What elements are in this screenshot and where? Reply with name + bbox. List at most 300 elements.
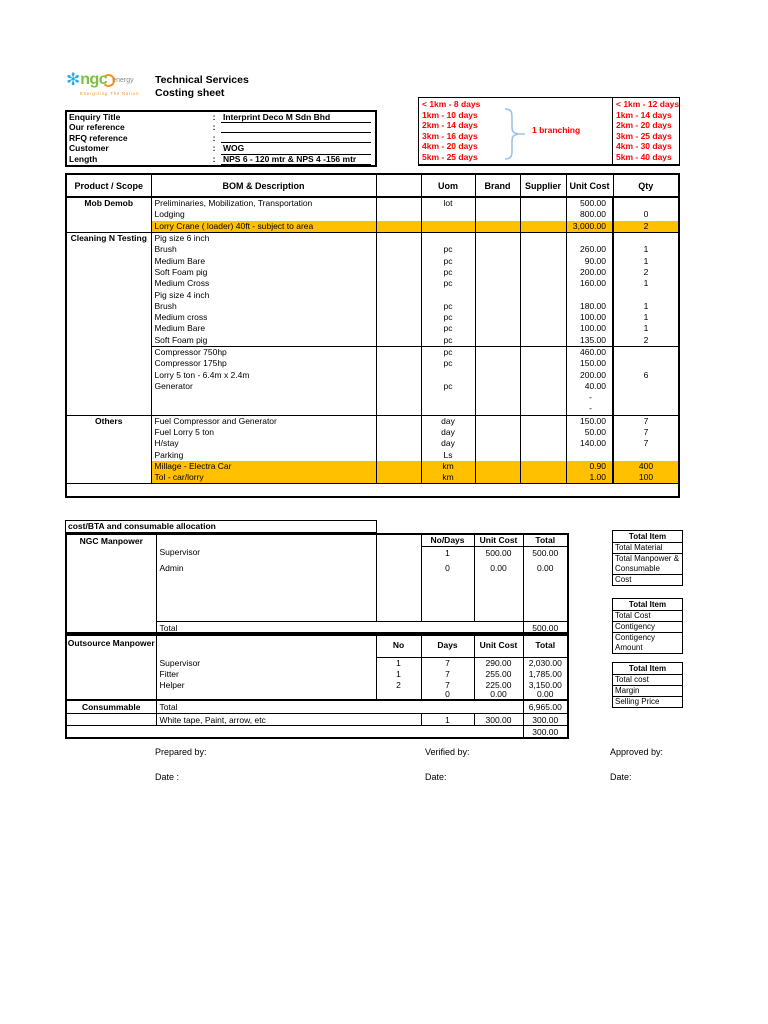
col-header-bom-description: BOM & Description — [151, 174, 376, 197]
cell-brand — [475, 278, 520, 289]
enquiry-label: Our reference — [69, 122, 125, 133]
cell-blank — [376, 403, 421, 415]
cell-uom: day — [421, 427, 475, 438]
cell-desc: Soft Foam pig — [151, 335, 376, 347]
cell-qty: 1 — [421, 714, 474, 726]
cell-brand — [475, 221, 520, 233]
signoff-date-label: Date : — [155, 772, 180, 782]
col-header-total: Total — [523, 534, 568, 546]
col-header-supplier: Supplier — [520, 174, 566, 197]
enquiry-colon: : — [212, 153, 216, 164]
cell-brand — [475, 403, 520, 415]
cell-supplier — [520, 312, 566, 323]
enquiry-value: Interprint Deco M Sdn Bhd — [221, 112, 371, 123]
cell-uom: pc — [421, 278, 475, 289]
enquiry-info-box — [65, 110, 377, 167]
cell-brand — [475, 301, 520, 312]
cell-qty — [613, 232, 679, 244]
cell-desc: Lorry Crane ( loader) 40ft - subject to area — [151, 221, 376, 233]
cell-blank — [376, 562, 421, 578]
cell-supplier — [520, 461, 566, 472]
summary-box-row: Contigency Amount — [615, 633, 656, 652]
cell-unit-cost — [566, 450, 613, 461]
cell-supplier — [520, 301, 566, 312]
cell-blank — [376, 209, 421, 220]
cell-desc: Medium Bare — [151, 323, 376, 334]
cell-unit-cost: - — [566, 392, 613, 403]
cell-scope — [66, 255, 151, 266]
cell-supplier — [520, 392, 566, 403]
cell-blank — [156, 534, 376, 546]
empty-footer-row — [66, 484, 679, 498]
cell-qty — [613, 403, 679, 415]
cell-supplier — [520, 209, 566, 220]
duration-item: 4km - 30 days — [616, 141, 672, 152]
enquiry-colon: : — [212, 122, 216, 133]
cell-unit-cost: 100.00 — [566, 312, 613, 323]
cell-total: 1,785.00 — [528, 668, 562, 679]
cell-no: 2 — [376, 679, 421, 690]
cell-qty — [613, 392, 679, 403]
signoff-by-label: Approved by: — [610, 747, 664, 757]
enquiry-colon: : — [212, 132, 216, 143]
cell-supplier — [520, 415, 566, 427]
cell-no-days: 1 — [421, 546, 474, 562]
col-header-product-scope: Product / Scope — [66, 174, 151, 197]
col-header-unit-cost: Unit Cost — [474, 633, 523, 657]
summary-box — [612, 530, 683, 586]
cell-blank — [376, 427, 421, 438]
cell-unit-cost: 100.00 — [566, 323, 613, 334]
cell-blank — [376, 267, 421, 278]
cell-total-value: 500.00 — [523, 621, 568, 635]
cell-qty — [613, 381, 679, 392]
cell-unit-cost — [566, 289, 613, 300]
cell-supplier — [520, 221, 566, 233]
summary-box-header: Total Item — [613, 663, 682, 675]
cell-qty: 1 — [613, 323, 679, 334]
cell-qty — [613, 450, 679, 461]
cell-brand — [475, 244, 520, 255]
cell-desc: Admin — [156, 562, 376, 578]
cell-scope — [66, 346, 151, 358]
cell-scope — [66, 267, 151, 278]
cell-scope — [66, 381, 151, 392]
signoff-date-label: Date: — [425, 772, 447, 782]
cell-qty: 400 — [613, 461, 679, 472]
cell-blank — [376, 346, 421, 358]
duration-days-box — [418, 97, 680, 166]
cell-blank — [376, 232, 421, 244]
cell-blank — [376, 392, 421, 403]
col-header-unit-cost: Unit Cost — [474, 534, 523, 546]
summary-box-row: Total Material — [613, 543, 682, 554]
cell-total-label: Total — [156, 621, 523, 635]
duration-list-right — [616, 99, 679, 163]
cell-brand — [475, 438, 520, 449]
cell-unit-cost: 140.00 — [566, 438, 613, 449]
summary-box-row: Selling Price — [615, 697, 660, 706]
ngc-manpower-label: NGC Manpower — [66, 534, 156, 635]
enquiry-colon: : — [212, 143, 216, 154]
enquiry-value — [221, 122, 371, 132]
duration-item: 5km - 40 days — [616, 151, 672, 162]
cell-brand — [475, 289, 520, 300]
enquiry-label: Customer — [69, 143, 109, 154]
cell-blank — [376, 381, 421, 392]
grand-total-row — [66, 726, 568, 739]
cell-qty: 2 — [613, 221, 679, 233]
consummable-total-row — [66, 700, 568, 714]
cell-blank — [376, 472, 421, 484]
costing-row — [66, 244, 679, 255]
summary-box — [612, 598, 683, 654]
cell-days: 7 — [421, 679, 474, 690]
cell-days: 7 — [421, 668, 474, 679]
cell-blank — [376, 244, 421, 255]
enquiry-label: Length — [69, 153, 98, 164]
cell-scope — [66, 209, 151, 220]
cell-qty: 1 — [613, 255, 679, 266]
cell-supplier — [520, 323, 566, 334]
enquiry-value: NPS 6 - 120 mtr & NPS 4 -156 mtr — [221, 154, 371, 165]
cell-desc: Lodging — [151, 209, 376, 220]
logo-brand-text: ngc — [80, 71, 108, 88]
cell-grand-total: 300.00 — [523, 726, 568, 739]
outsource-manpower-label: Outsource Manpower — [66, 633, 156, 700]
consummable-item-row — [66, 714, 568, 726]
cell-scope: Cleaning N Testing — [66, 232, 151, 244]
cell-unit-cost: 255.00 — [474, 668, 523, 679]
cell-unit-cost: 180.00 — [566, 301, 613, 312]
cell-desc: Brush — [151, 301, 376, 312]
cell-desc — [156, 690, 376, 700]
cell-supplier — [520, 232, 566, 244]
cell-unit-cost: 1.00 — [566, 472, 613, 484]
costing-row — [66, 381, 679, 392]
enquiry-label: RFQ reference — [69, 132, 128, 143]
costing-row — [66, 415, 679, 427]
cell-qty: 1 — [613, 278, 679, 289]
costing-row — [66, 403, 679, 415]
cell-uom: day — [421, 438, 475, 449]
duration-item: < 1km - 8 days — [422, 99, 481, 109]
col-header-no: No — [376, 633, 421, 657]
cell-unit-cost: 90.00 — [566, 255, 613, 266]
cell-desc: Compressor 750hp — [151, 346, 376, 358]
cell-brand — [475, 415, 520, 427]
cell-blank — [156, 578, 376, 621]
cell-unit-cost: 40.00 — [566, 381, 613, 392]
cell-unit-cost: 500.00 — [566, 197, 613, 209]
col-header-uom: Uom — [421, 174, 475, 197]
duration-item: 5km - 25 days — [422, 151, 478, 162]
cell-uom: km — [421, 472, 475, 484]
cell-no-days: 0 — [421, 562, 474, 578]
cell-total-label: Total — [156, 700, 523, 714]
cell-desc: Helper — [156, 679, 376, 690]
cell-desc — [151, 403, 376, 415]
cell-unit-cost: 800.00 — [566, 209, 613, 220]
cell-brand — [475, 358, 520, 369]
cell-unit-cost: 160.00 — [566, 278, 613, 289]
duration-item: 4km - 20 days — [422, 141, 478, 152]
cell-brand — [475, 461, 520, 472]
cell-scope — [66, 244, 151, 255]
cell-desc: Medium Cross — [151, 278, 376, 289]
cell-supplier — [520, 438, 566, 449]
cell-total: 0.00 — [536, 563, 554, 573]
costing-row — [66, 346, 679, 358]
cell-days: 7 — [421, 657, 474, 668]
cell-brand — [475, 450, 520, 461]
summary-box-row: Total Cost — [613, 611, 682, 622]
outsource-header-row — [66, 633, 568, 657]
cell-unit-cost — [566, 232, 613, 244]
cell-desc: Supervisor — [156, 546, 376, 562]
cell-blank — [523, 578, 568, 621]
cell-desc: Parking — [151, 450, 376, 461]
costing-row — [66, 472, 679, 484]
cell-days: 0 — [421, 690, 474, 700]
cell-blank — [376, 323, 421, 334]
cell-unit-cost: 50.00 — [566, 427, 613, 438]
cell-supplier — [520, 335, 566, 347]
costing-row — [66, 289, 679, 300]
enquiry-value: WOG — [221, 143, 371, 154]
cell-total: 2,030.00 — [528, 657, 562, 668]
cell-supplier — [520, 381, 566, 392]
cell-blank — [376, 289, 421, 300]
cell-blank — [376, 369, 421, 380]
cell-scope — [66, 312, 151, 323]
costing-row — [66, 369, 679, 380]
costing-row — [66, 312, 679, 323]
cell-blank — [376, 312, 421, 323]
cell-qty: 7 — [613, 427, 679, 438]
cell-scope: Others — [66, 415, 151, 427]
cell-desc — [151, 392, 376, 403]
costing-row — [66, 267, 679, 278]
cell-blank — [66, 484, 679, 498]
cell-blank — [376, 278, 421, 289]
cell-brand — [475, 346, 520, 358]
cell-desc: Pig size 4 inch — [151, 289, 376, 300]
cell-brand — [475, 392, 520, 403]
cell-blank — [66, 726, 523, 739]
enquiry-row — [67, 122, 375, 132]
cell-supplier — [520, 289, 566, 300]
cell-desc: Supervisor — [156, 657, 376, 668]
cell-uom: Ls — [421, 450, 475, 461]
costing-row — [66, 232, 679, 244]
cell-desc: Tol - car/lorry — [151, 472, 376, 484]
page-title: Technical Services — [155, 74, 249, 86]
cell-uom — [421, 369, 475, 380]
ngc-header-row — [66, 534, 568, 546]
cell-unit-cost: 200.00 — [566, 267, 613, 278]
cell-scope — [66, 392, 151, 403]
allocation-title-box: cost/BTA and consumable allocation — [65, 520, 377, 533]
brace-icon — [503, 108, 525, 160]
col-header-no-days: No/Days — [421, 534, 474, 546]
cell-scope — [66, 335, 151, 347]
cell-desc: Soft Foam pig — [151, 267, 376, 278]
cell-blank — [474, 578, 523, 621]
cell-unit-cost: 200.00 — [566, 369, 613, 380]
cell-uom: pc — [421, 312, 475, 323]
cell-uom: pc — [421, 244, 475, 255]
cell-total: 300.00 — [523, 714, 568, 726]
cell-desc: Medium Bare — [151, 255, 376, 266]
costing-table — [65, 173, 680, 498]
cell-supplier — [520, 197, 566, 209]
cell-qty: 2 — [613, 267, 679, 278]
cell-blank — [376, 546, 421, 562]
cell-scope — [66, 450, 151, 461]
cell-brand — [475, 209, 520, 220]
enquiry-value — [221, 133, 371, 143]
cell-desc: Compressor 175hp — [151, 358, 376, 369]
cell-qty: 1 — [613, 312, 679, 323]
cell-blank — [376, 358, 421, 369]
duration-box-divider — [612, 98, 613, 164]
cell-supplier — [520, 346, 566, 358]
signoff-by-label: Prepared by: — [155, 747, 207, 757]
cell-qty: 2 — [613, 335, 679, 347]
costing-row — [66, 301, 679, 312]
cell-qty: 1 — [613, 244, 679, 255]
cell-unit-cost: 3,000.00 — [566, 221, 613, 233]
cell-supplier — [520, 450, 566, 461]
cell-qty: 7 — [613, 415, 679, 427]
cell-uom — [421, 232, 475, 244]
cell-uom — [421, 289, 475, 300]
cell-desc: Medium cross — [151, 312, 376, 323]
cell-desc: Brush — [151, 244, 376, 255]
cell-desc: Pig size 6 inch — [151, 232, 376, 244]
logo-tagline: Energizing The Nation — [80, 91, 140, 96]
outsource-manpower-table — [65, 632, 569, 739]
costing-row — [66, 221, 679, 233]
costing-row — [66, 197, 679, 209]
cell-qty — [613, 358, 679, 369]
cell-qty — [613, 197, 679, 209]
enquiry-colon: : — [212, 112, 216, 122]
cell-uom: pc — [421, 301, 475, 312]
cell-uom: pc — [421, 323, 475, 334]
cell-qty: 1 — [613, 301, 679, 312]
costing-row — [66, 438, 679, 449]
cell-brand — [475, 197, 520, 209]
cell-desc: White tape, Paint, arrow, etc — [156, 714, 421, 726]
company-logo — [66, 70, 156, 110]
cell-uom: pc — [421, 255, 475, 266]
cell-brand — [475, 255, 520, 266]
cell-supplier — [520, 403, 566, 415]
cell-supplier — [520, 267, 566, 278]
cell-blank — [66, 714, 156, 726]
duration-item: < 1km - 12 days — [616, 99, 680, 109]
summary-box-header: Total Item — [613, 531, 682, 543]
duration-item: 2km - 14 days — [422, 120, 478, 131]
cell-scope: Mob Demob — [66, 197, 151, 209]
cell-uom: pc — [421, 381, 475, 392]
cell-desc: H/stay — [151, 438, 376, 449]
cell-blank — [376, 335, 421, 347]
cell-total: 3,150.00 — [528, 679, 562, 690]
cell-qty: 7 — [613, 438, 679, 449]
costing-row — [66, 358, 679, 369]
costing-row — [66, 461, 679, 472]
cell-brand — [475, 312, 520, 323]
cell-scope — [66, 323, 151, 334]
cell-blank — [376, 255, 421, 266]
page-subtitle: Costing sheet — [155, 87, 225, 99]
cell-desc: Fitter — [156, 668, 376, 679]
cell-unit-cost: 150.00 — [566, 358, 613, 369]
enquiry-row — [67, 133, 375, 143]
summary-box-row: Cost — [615, 575, 632, 584]
costing-row — [66, 323, 679, 334]
cell-desc: Preliminaries, Mobilization, Transportation — [151, 197, 376, 209]
cell-qty — [613, 289, 679, 300]
cell-unit-cost: 0.90 — [566, 461, 613, 472]
logo-snowflake-icon: ✻ — [66, 70, 81, 89]
cell-no: 1 — [376, 668, 421, 679]
cell-total-value: 6,965.00 — [523, 700, 568, 714]
cell-blank — [156, 633, 376, 657]
cell-uom — [421, 209, 475, 220]
cell-unit-cost: 0.00 — [474, 690, 523, 700]
cell-blank — [376, 578, 421, 621]
costing-row — [66, 209, 679, 220]
cell-uom: km — [421, 461, 475, 472]
cell-unit-cost: 0.00 — [474, 562, 523, 578]
duration-item: 1km - 14 days — [616, 109, 672, 120]
enquiry-label: Enquiry Title — [69, 112, 121, 122]
cell-scope — [66, 461, 151, 472]
duration-item: 3km - 25 days — [616, 130, 672, 141]
summary-box — [612, 662, 683, 708]
enquiry-row — [67, 112, 375, 122]
costing-table-header-row — [66, 174, 679, 197]
cell-unit-cost: 460.00 — [566, 346, 613, 358]
cell-scope — [66, 438, 151, 449]
cell-brand — [475, 267, 520, 278]
cell-uom — [421, 221, 475, 233]
cell-total: 500.00 — [532, 547, 559, 558]
cell-unit-cost: 150.00 — [566, 415, 613, 427]
cell-supplier — [520, 358, 566, 369]
cell-desc: Generator — [151, 381, 376, 392]
col-header-days: Days — [421, 633, 474, 657]
cell-scope — [66, 221, 151, 233]
costing-row — [66, 427, 679, 438]
col-header-blank — [376, 174, 421, 197]
cell-brand — [475, 381, 520, 392]
cell-scope — [66, 278, 151, 289]
logo-suffix-text: energy — [112, 76, 134, 84]
cell-supplier — [520, 369, 566, 380]
cell-unit-cost: 300.00 — [474, 714, 523, 726]
enquiry-row — [67, 143, 375, 153]
cell-scope — [66, 369, 151, 380]
cell-desc: Lorry 5 ton - 6.4m x 2.4m — [151, 369, 376, 380]
cell-brand — [475, 369, 520, 380]
cell-brand — [475, 472, 520, 484]
cell-unit-cost: - — [566, 403, 613, 415]
